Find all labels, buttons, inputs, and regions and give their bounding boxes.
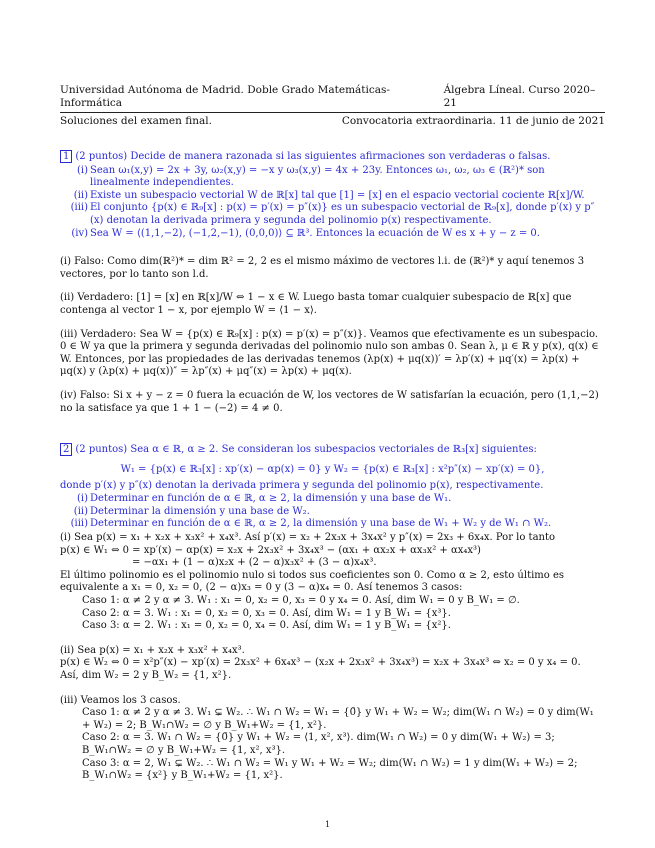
header-rule (60, 112, 605, 113)
question-1-items (60, 165, 605, 241)
q1-item-text: Sean ω₁(x,y) = 2x + 3y, ω₂(x,y) = −x y ω₃(x,y) = 4x + 23y. Entonces ω₁, ω₂, ω₃ ∈ (ℝ²)* son linealmente independientes. (90, 164, 545, 189)
q2-sol-i-case1: Caso 1: α ≠ 2 y α ≠ 3. W₁ : x₁ = 0, x₂ = 0, x₃ = 0 y x₄ = 0. Así, dim W₁ = 0 y B_W₁ = ∅. (82, 595, 520, 607)
q1-item-text: El conjunto {p(x) ∈ ℝ₉[x] : p(x) = p′(x) = p″(x)} es un subespacio vectorial de ℝ₉[x], donde p′(x) y p″(x) denotan la derivada primera y segunda del polinomio p(x) respectivamente. (90, 202, 595, 226)
q2-sol-iii-line1: (iii) Veamos los 3 casos. (60, 694, 181, 706)
header-date: Convocatoria extraordinaria. 11 de junio de 2021 (341, 115, 605, 127)
header-university: Universidad Autónoma de Madrid. Doble Grado Matemáticas-Informática (60, 84, 390, 109)
q2-sol-i-case3: Caso 3: α = 2. W₁ : x₁ = 0, x₂ = 0, x₄ = 0. Así, dim W₁ = 1 y B_W₁ = {x²}. (82, 620, 451, 632)
q1-item-label: (i) (76, 164, 88, 176)
q2-sol-ii-line2: p(x) ∈ W₂ ⇔ 0 = x²p″(x) − xp′(x) = 2x₃x² + 6x₄x³ − (x₂x + 2x₃x² + 3x₄x³) = x₂x + 3x₄x³ ⇔ x₂ = 0 y x₄ = 0. (60, 657, 581, 669)
question-2-after: donde p′(x) y p″(x) denotan la derivada primera y segunda del polinomio p(x), respectivamente. (60, 479, 544, 491)
q2-sol-iii-case3: Caso 3: α = 2, W₁ ⊊ W₂. ∴ W₁ ∩ W₂ = W₁ y W₁ + W₂ = W₂; dim(W₁ ∩ W₂) = 1 y dim(W₁ + W₂) = 2; B_W₁∩W₂ = {x²} y B_W₁+W₂ = {1, x²}. (82, 757, 578, 782)
q2-item (60, 506, 605, 519)
q1-answer-iv: (iv) Falso: Si x + y − z = 0 fuera la ecuación de W, los vectores de W satisfarían la ecuación, pero (1,1,−2) no la satisface ya que 1 + 1 − (−2) = 4 ≠ 0. (60, 389, 599, 414)
q2-item-text: Determinar en función de α ∈ ℝ, α ≥ 2, la dimensión y una base de W₁. (90, 493, 452, 505)
q1-item-label: (iv) (71, 227, 88, 239)
q2-sol-i-line4: El último polinomio es el polinomio nulo si todos sus coeficientes son 0. Como α ≥ 2, esto último es equivalente a x₁ = 0, x₂ = 0, (2 − α)x₃ = 0 y (3 − α)x₄ = 0. Así tenemos 3 casos: (60, 569, 565, 594)
question-1-prompt (60, 150, 605, 164)
question-2-text: (2 puntos) Sea α ∈ ℝ, α ≥ 2. Se consideran los subespacios vectoriales de ℝ₃[x] siguientes: (75, 444, 537, 456)
q2-sol-ii-line3: Así, dim W₂ = 2 y B_W₂ = {1, x²}. (60, 670, 232, 681)
q2-item-label: (i) (76, 493, 88, 505)
header-title: Soluciones del examen final. (60, 115, 212, 127)
header-row-1 (60, 84, 605, 110)
question-2-number: 2 (60, 443, 72, 456)
q2-item-text: Determinar en función de α ∈ ℝ, α ≥ 2, la dimensión y una base de W₁ + W₂ y de W₁ ∩ W₂. (90, 518, 552, 530)
q2-sol-i-line1: (i) Sea p(x) = x₁ + x₂x + x₃x² + x₄x³. Así p′(x) = x₂ + 2x₃x + 3x₄x² y p″(x) = 2x₃ + 6x₄x. Por lo tanto (60, 532, 556, 544)
q2-sol-iii-case1: Caso 1: α ≠ 2 y α ≠ 3. W₁ ⊊ W₂. ∴ W₁ ∩ W₂ = W₁ = {0̄} y W₁ + W₂ = W₂; dim(W₁ ∩ W₂) = 0 y dim(W₁ + W₂) = 2; B_W₁∩W₂ = ∅ y B_W₁+W₂ = {1, x²}. (82, 707, 594, 731)
q2-sol-i-case2: Caso 2: α = 3. W₁ : x₁ = 0, x₂ = 0, x₃ = 0. Así, dim W₁ = 1 y B_W₁ = {x³}. (82, 607, 451, 619)
q1-item (60, 202, 605, 227)
header-course: Álgebra Líneal. Curso 2020–21 (443, 84, 596, 109)
q1-item (60, 190, 605, 203)
q2-item (60, 518, 605, 531)
q1-answer-iii: (iii) Verdadero: Sea W = {p(x) ∈ ℝ₉[x] : p(x) = p′(x) = p″(x)}. Veamos que efectivamente es un subespacio. 0 ∈ W ya que la primera y segunda derivadas del polinomio nulo son ambas 0. Sean λ, μ ∈ ℝ y p(x), q(x) ∈ W. Entonces, por las propiedades de las derivadas tenemos (λp(x) + μq(x))′ = λp′(x) + μq′(x) = λp(x) + μq(x) y (λp(x) + μq(x))″ = λp″(x) + μq″(x) = λp(x) + μq(x). (60, 328, 599, 378)
q2-sol-iii-case2: Caso 2: α = 3. W₁ ∩ W₂ = {0̄} y W₁ + W₂ = ⟨1, x², x³⟩. dim(W₁ ∩ W₂) = 0 y dim(W₁ + W₂) = 3; B_W₁∩W₂ = ∅ y B_W₁+W₂ = {1, x², x³}. (82, 732, 555, 756)
question-1-text: (2 puntos) Decide de manera razonada si las siguientes afirmaciones son verdaderas o falsas. (75, 151, 551, 162)
q2-item-text: Determinar la dimensión y una base de W₂. (90, 505, 310, 517)
document-page (60, 84, 605, 783)
q1-item (60, 228, 605, 241)
question-2-formula: W₁ = {p(x) ∈ ℝ₃[x] : xp′(x) − αp(x) = 0} y W₂ = {p(x) ∈ ℝ₃[x] : x²p″(x) − xp′(x) = 0}, (120, 463, 545, 475)
header-row-2 (60, 115, 605, 128)
q1-answer-ii: (ii) Verdadero: [1] = [x] en ℝ[x]/W ⇔ 1 − x ∈ W. Luego basta tomar cualquier subespacio de ℝ[x] que contenga al vector 1 − x, por ejemplo W = ⟨1 − x⟩. (60, 292, 572, 316)
question-2-items (60, 493, 605, 531)
q2-sol-i-line2: p(x) ∈ W₁ ⇔ 0 = xp′(x) − αp(x) = x₂x + 2x₃x² + 3x₄x³ − (αx₁ + αx₂x + αx₃x² + αx₄x³) (60, 544, 481, 556)
question-2-prompt (60, 443, 605, 457)
q1-item-text: Existe un subespacio vectorial W de ℝ[x] tal que [1] = [x] en el espacio vectorial cociente ℝ[x]/W. (90, 189, 585, 201)
q2-item-label: (ii) (73, 505, 88, 517)
q1-item-text: Sea W = ⟨(1,1,−2), (−1,2,−1), (0,0,0)⟩ ⊆ ℝ³. Entonces la ecuación de W es x + y − z = 0. (90, 227, 540, 239)
q1-item (60, 165, 605, 190)
q1-item-label: (iii) (70, 202, 88, 214)
q2-item-label: (iii) (70, 518, 88, 530)
q1-item-label: (ii) (73, 189, 88, 201)
page-number: 1 (324, 820, 331, 829)
q1-answer-i: (i) Falso: Como dim(ℝ²)* = dim ℝ² = 2, 2 es el mismo máximo de vectores l.i. de (ℝ²)* y aquí tenemos 3 vectores, por lo tanto son l.d. (60, 256, 585, 280)
q2-sol-ii-line1: (ii) Sea p(x) = x₁ + x₂x + x₃x² + x₄x³. (60, 644, 245, 656)
q2-item (60, 493, 605, 506)
question-1-number: 1 (60, 150, 72, 163)
q2-sol-i-line3: = −αx₁ + (1 − α)x₂x + (2 − α)x₃x² + (3 − α)x₄x³. (132, 557, 377, 569)
